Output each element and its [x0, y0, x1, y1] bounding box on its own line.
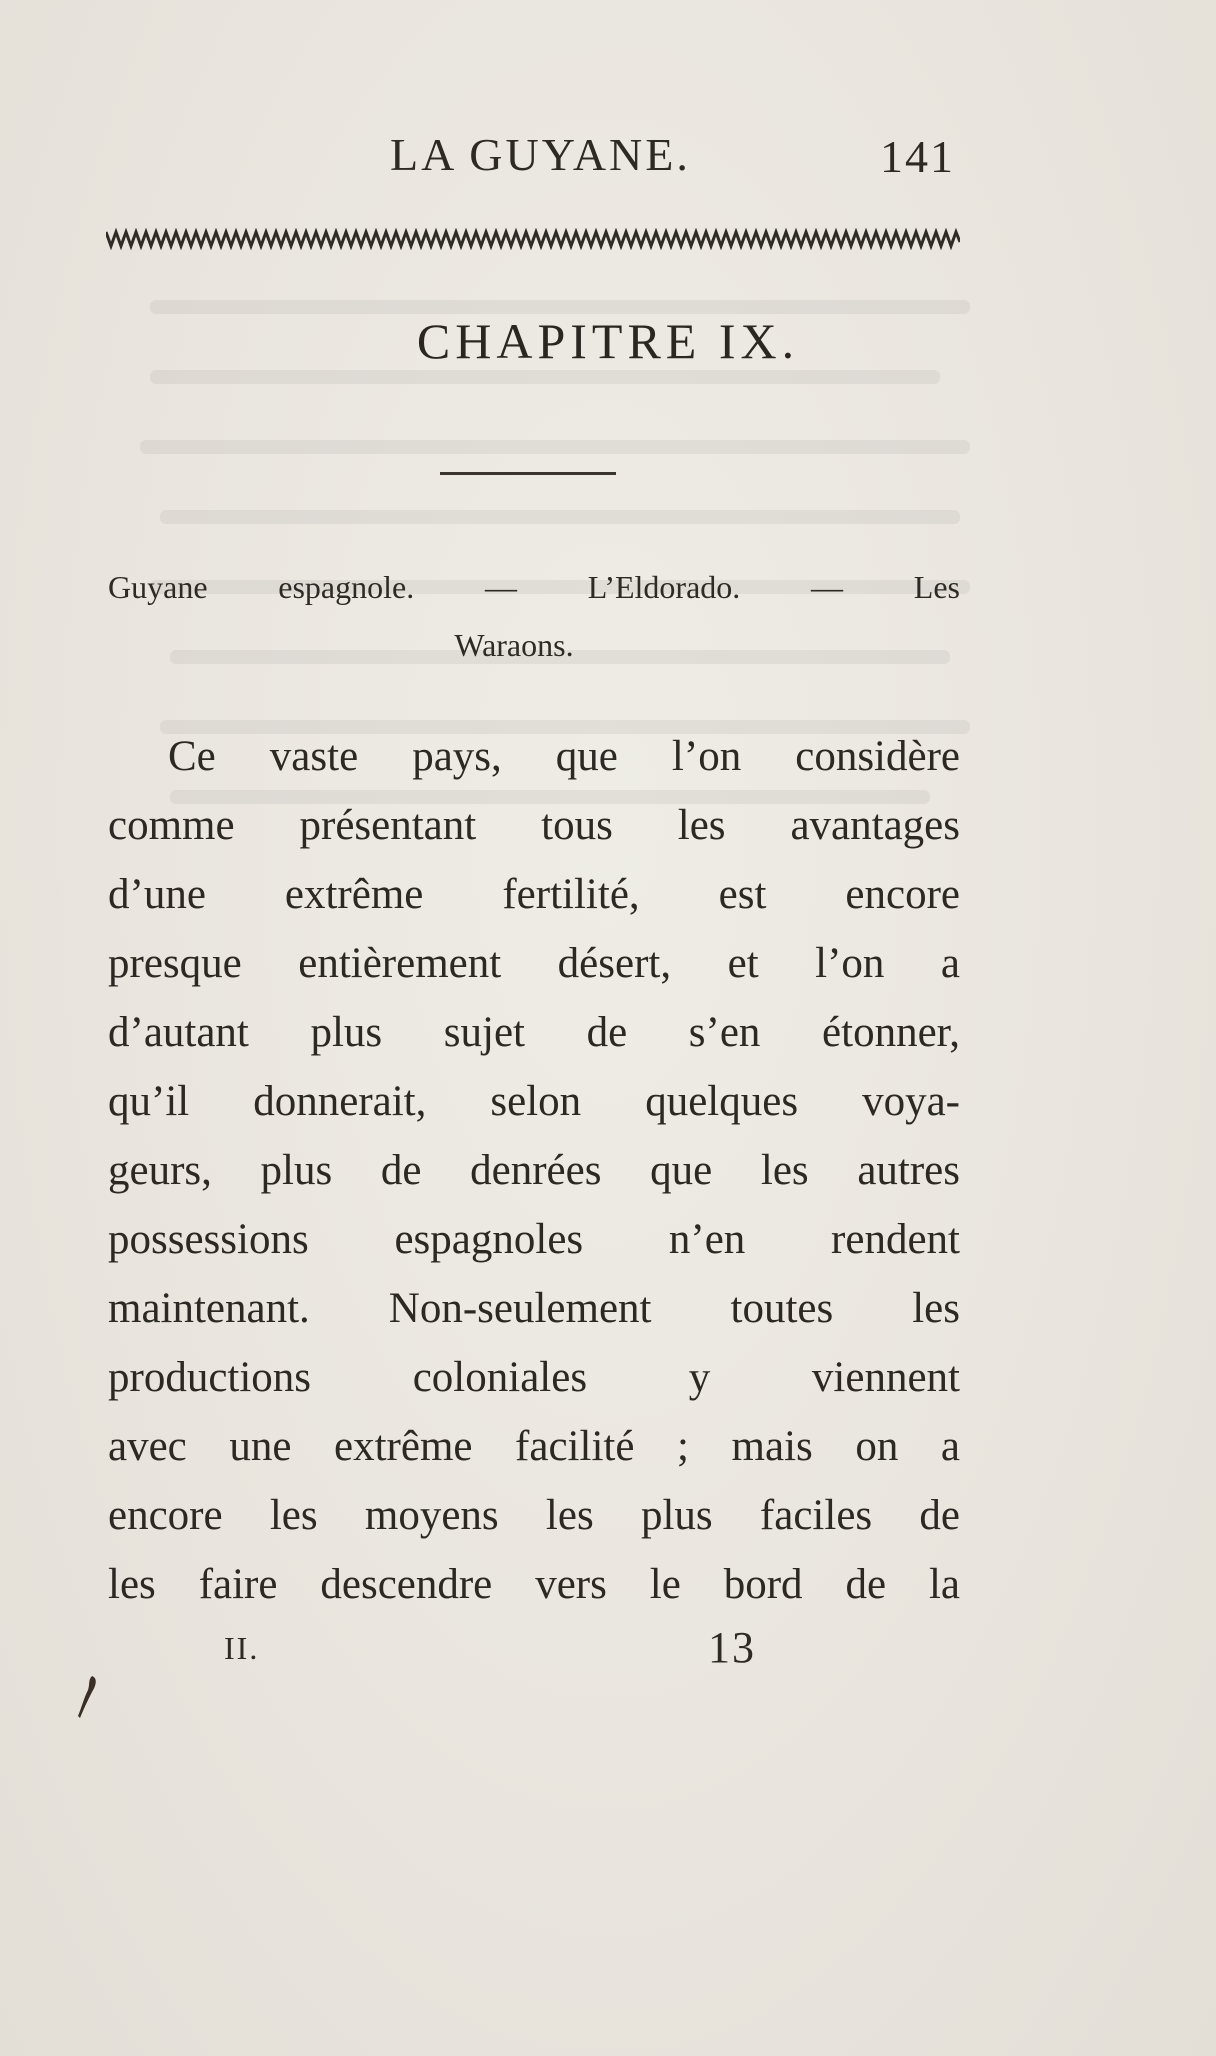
body-line: comme présentant tous les avantages [108, 802, 960, 849]
chapter-summary-line-1: Guyane espagnole. — L’Eldorado. — Les [108, 569, 960, 605]
body-line: maintenant. Non-seulement toutes les [108, 1285, 960, 1332]
body-line: avec une extrême facilité ; mais on a [108, 1423, 960, 1470]
body-line: encore les moyens les plus faciles de [108, 1492, 960, 1539]
body-line: possessions espagnoles n’en rendent [108, 1216, 960, 1263]
volume-signature: II. [224, 1630, 260, 1666]
body-line: Ce vaste pays, que l’on considère [168, 733, 960, 780]
chapter-summary-line-2: Waraons. [454, 627, 574, 663]
body-line: presque entièrement désert, et l’on a [108, 940, 960, 987]
gathering-number: 13 [708, 1623, 756, 1672]
chapter-title: CHAPITRE IX. [416, 313, 800, 369]
page-number: 141 [880, 131, 955, 182]
chapter-summary [108, 558, 960, 674]
body-paragraph [108, 722, 960, 1619]
body-line: d’une extrême fertilité, est encore [108, 871, 960, 918]
ink-speck-mark [72, 1672, 108, 1722]
body-line: geurs, plus de denrées que les autres [108, 1147, 960, 1194]
body-line: qu’il donnerait, selon quelques voya- [108, 1078, 960, 1125]
body-line: d’autant plus sujet de s’en étonner, [108, 1009, 960, 1056]
body-line: les faire descendre vers le bord de la [108, 1561, 960, 1608]
zigzag-ornament-rule [106, 228, 960, 250]
body-line: productions coloniales y viennent [108, 1354, 960, 1401]
running-title: LA GUYANE. [390, 129, 691, 180]
chapter-rule [440, 472, 616, 475]
